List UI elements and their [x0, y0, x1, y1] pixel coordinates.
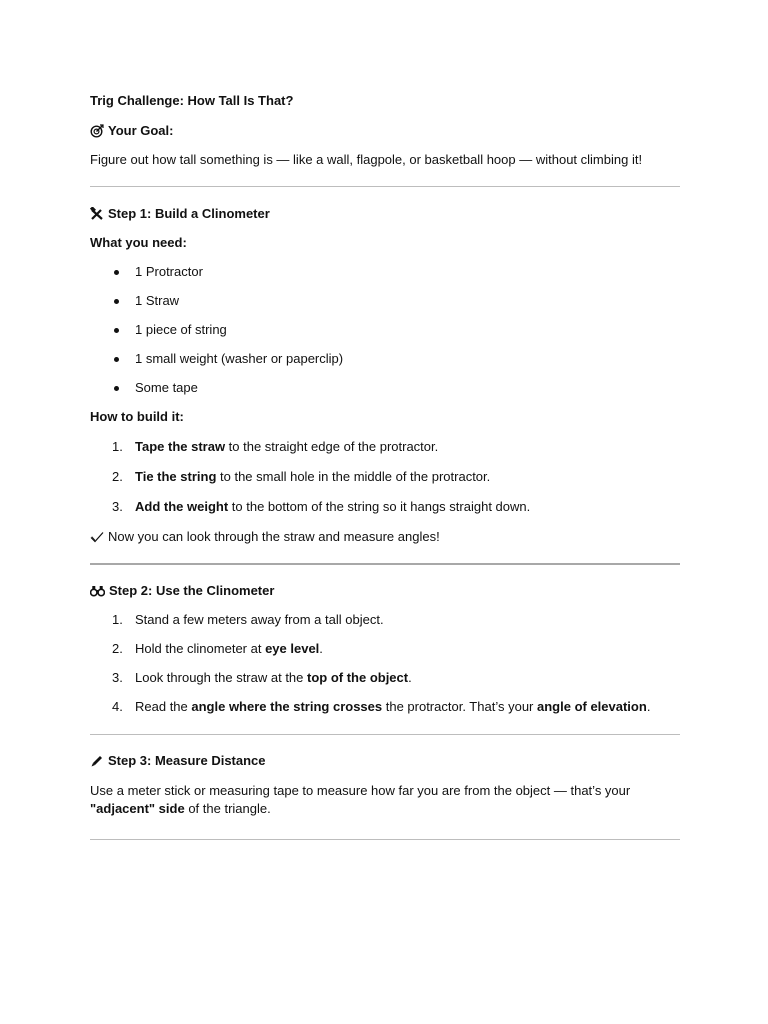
binoculars-icon	[90, 585, 105, 597]
list-item: 1 Protractor	[90, 263, 680, 281]
doc-title: Trig Challenge: How Tall Is That?	[90, 93, 294, 108]
divider	[90, 186, 680, 187]
list-item: Some tape	[90, 379, 680, 397]
distance-text: Use a meter stick or measuring tape to measure how far you are from the object — that’s your "adjacent" side of the triangle.	[90, 783, 631, 816]
step2-heading	[90, 582, 680, 600]
pencil-icon	[90, 754, 104, 768]
goal-text: Figure out how tall something is — like a wall, flagpole, or basketball hoop — without climbing it!	[90, 152, 643, 167]
tools-icon	[90, 207, 104, 221]
step2-heading-text: Step 2: Use the Clinometer	[109, 583, 275, 598]
list-item: 1. Tape the straw to the straight edge of the protractor.	[112, 439, 439, 454]
list-item: 2. Hold the clinometer at eye level.	[112, 641, 323, 656]
list-item: 3. Look through the straw at the top of the object.	[112, 670, 412, 685]
list-item: 1 Straw	[90, 292, 680, 310]
divider	[90, 839, 680, 840]
what-you-need-label: What you need:	[90, 235, 187, 250]
goal-heading-text: Your Goal:	[108, 123, 174, 138]
list-item: 4. Read the angle where the string crosses the protractor. That’s your angle of elevation.	[112, 699, 651, 714]
divider	[90, 563, 680, 565]
step3-heading-text: Step 3: Measure Distance	[108, 753, 266, 768]
list-item: 1 small weight (washer or paperclip)	[90, 350, 680, 368]
list-item: 1. Stand a few meters away from a tall object.	[112, 612, 384, 627]
step1-heading-text: Step 1: Build a Clinometer	[108, 206, 270, 221]
step1-heading	[90, 205, 680, 223]
target-icon	[90, 124, 104, 138]
document-body	[90, 92, 680, 840]
step3-heading	[90, 752, 680, 770]
list-item: 2. Tie the string to the small hole in the middle of the protractor.	[112, 469, 491, 484]
goal-heading	[90, 122, 680, 140]
use-steps-list	[90, 611, 680, 716]
divider	[90, 734, 680, 735]
how-to-build-label: How to build it:	[90, 409, 184, 424]
done-note	[90, 528, 680, 546]
list-item: 1 piece of string	[90, 321, 680, 339]
materials-list	[90, 263, 680, 397]
list-item: 3. Add the weight to the bottom of the string so it hangs straight down.	[112, 499, 531, 514]
done-note-text: Now you can look through the straw and measure angles!	[108, 529, 440, 544]
build-steps-list	[90, 438, 680, 516]
check-mark-icon	[90, 531, 104, 543]
